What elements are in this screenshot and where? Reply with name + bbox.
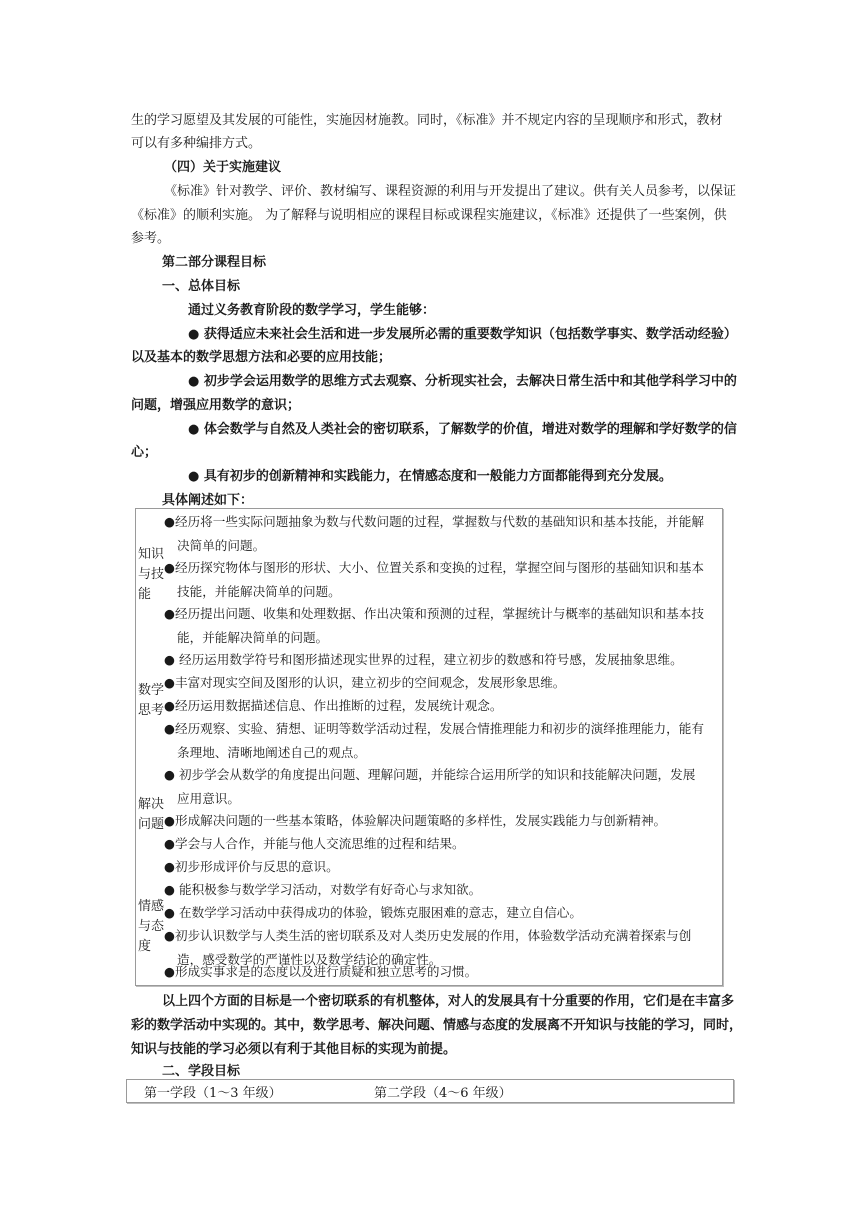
section4-line-3: 参考。 (131, 231, 171, 246)
overall-goal-heading: 一、总体目标 (162, 279, 241, 294)
goal-item: ● 在数学学习活动中获得成功的体验，锻炼克服困难的意志，建立自信心。 (164, 905, 582, 920)
intro-line-1: 生的学习愿望及其发展的可能性，实施因材施教。同时，《标准》并不规定内容的呈现顺序和形式，教材 (131, 113, 723, 128)
goal-item: ●初步认识数学与人类生活的密切联系及对人类历史发展的作用，体验数学活动充满着探索与创 造，感受数学的严谨性以及数学结论的确定性。 (164, 928, 692, 967)
goal-item: ●学会与人合作，并能与他人交流思维的过程和结果。 (164, 836, 465, 851)
overall-goal-1a: ● 获得适应未来社会生活和进一步发展所必需的重要数学知识（包括数学事实、数学活动经验） (188, 327, 737, 342)
section4-heading: （四）关于实施建议 (164, 160, 282, 175)
goal-table (135, 508, 723, 986)
category-math-thinking: 数学 思考 (138, 683, 165, 718)
overall-goal-lead: 通过义务教育阶段的数学学习，学生能够： (188, 303, 436, 318)
goal-item: ● 初步学会从数学的角度提出问题、理解问题，并能综合运用所学的知识和技能解决问题，发展 应用意识。 (164, 767, 696, 806)
goal-item: ●经历观察、实验、猜想、证明等数学活动过程，发展合情推理能力和初步的演绎推理能力，能有 条理地、清晰地阐述自己的观点。 (164, 721, 704, 760)
intro-line-2: 可以有多种编排方式。 (131, 136, 262, 151)
section4-line-1: 《标准》针对教学、评价、教材编写、课程资源的利用与开发提出了建议。供有关人员参考，以保证 (164, 184, 737, 199)
goal-item: ●丰富对现实空间及图形的认识，建立初步的空间观念，发展形象思维。 (164, 675, 566, 690)
stage-1-header: 第一学段（1～3 年级） (144, 1086, 282, 1101)
overall-goal-3b: 心； (131, 445, 158, 460)
stage-table (126, 1079, 734, 1103)
summary-line-3: 知识与技能的学习必须以有利于其他目标的实现为前提。 (131, 1042, 457, 1057)
stage-2-header: 第二学段（4～6 年级） (374, 1086, 512, 1101)
category-problem-solving: 解决 问题 (138, 797, 165, 832)
goal-item: ● 能积极参与数学学习活动，对数学有好奇心与求知欲。 (164, 882, 482, 897)
stage-goal-heading: 二、学段目标 (162, 1064, 241, 1079)
goal-item: ●经历提出问题、收集和处理数据、作出决策和预测的过程，掌握统计与概率的基础知识和基本技 能，并能解决简单的问题。 (164, 606, 704, 645)
section4-line-2: 《标准》的顺利实施。 为了解释与说明相应的课程目标或课程实施建议，《标准》还提供了一些案例，供 (131, 208, 727, 223)
overall-goal-2a: ● 初步学会运用数学的思维方式去观察、分析现实社会，去解决日常生活中和其他学科学习中的 (188, 374, 737, 389)
goal-item: ●形成实事求是的态度以及进行质疑和独立思考的习惯。 (164, 964, 478, 979)
overall-goal-4: ● 具有初步的创新精神和实践能力，在情感态度和一般能力方面都能得到充分发展。 (188, 469, 672, 484)
summary-line-1: 以上四个方面的目标是一个密切联系的有机整体，对人的发展具有十分重要的作用，它们是在丰富多 (162, 994, 735, 1009)
goal-item: ● 经历运用数学符号和图形描述现实世界的过程，建立初步的数感和符号感，发展抽象思维。 (164, 652, 683, 667)
goal-item: ●经历运用数据描述信息、作出推断的过程，发展统计观念。 (164, 698, 503, 713)
part2-title: 第二部分课程目标 (162, 255, 267, 270)
summary-line-2: 彩的数学活动中实现的。其中，数学思考、解决问题、情感与态度的发展离不开知识与技能的学习，同时， (131, 1018, 743, 1033)
overall-goal-2b: 问题，增强应用数学的意识； (131, 398, 301, 413)
category-knowledge-skills: 知识 与技 能 (138, 547, 165, 602)
goal-item: ●形成解决问题的一些基本策略，体验解决问题策略的多样性，发展实践能力与创新精神。 (164, 813, 667, 828)
category-attitude: 情感 与态 度 (138, 899, 165, 954)
goal-item: ●初步形成评价与反思的意识。 (164, 859, 339, 874)
detail-lead: 具体阐述如下： (162, 493, 254, 508)
goal-item: ●经历探究物体与图形的形状、大小、位置关系和变换的过程，掌握空间与图形的基础知识和基本 技能，并能解决简单的问题。 (164, 560, 704, 599)
goal-item: ●经历将一些实际问题抽象为数与代数问题的过程，掌握数与代数的基础知识和基本技能，并能解 决简单的问题。 (164, 514, 704, 553)
overall-goal-3a: ● 体会数学与自然及人类社会的密切联系，了解数学的价值，增进对数学的理解和学好数学的信 (188, 422, 737, 437)
overall-goal-1b: 以及基本的数学思想方法和必要的应用技能； (131, 350, 392, 365)
